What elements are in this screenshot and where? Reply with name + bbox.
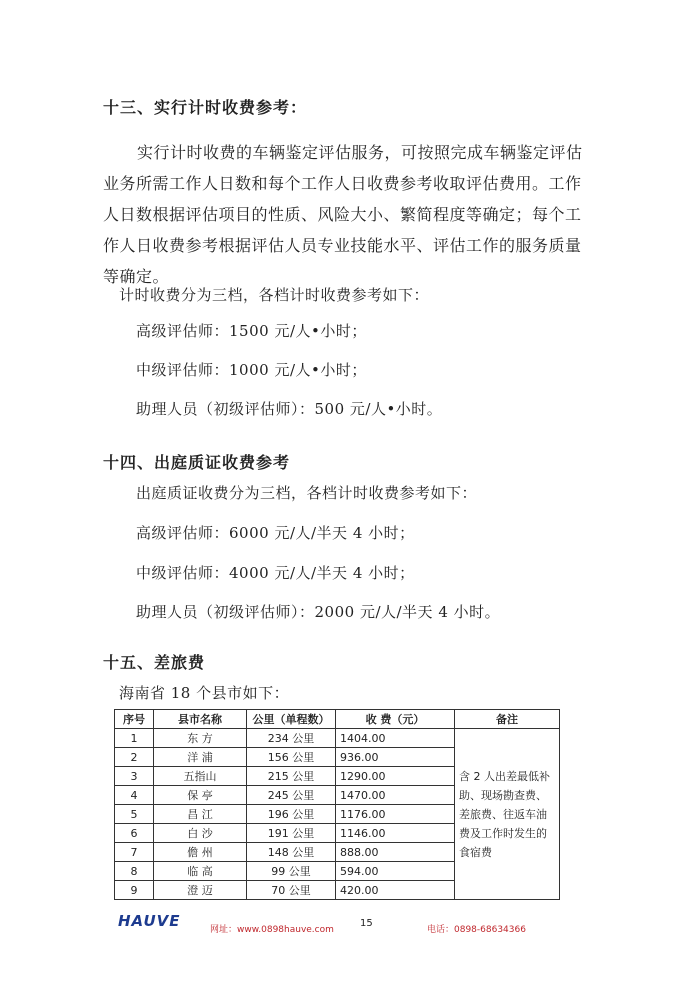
cell-distance: 196 公里 — [247, 805, 336, 824]
cell-fee: 594.00 — [336, 862, 455, 881]
cell-index: 6 — [115, 824, 154, 843]
section-14-item-senior: 高级评估师：6000 元/人/半天 4 小时； — [136, 524, 415, 542]
section-13-item-senior: 高级评估师：1500 元/人•小时； — [136, 322, 367, 340]
cell-index: 4 — [115, 786, 154, 805]
cell-distance: 215 公里 — [247, 767, 336, 786]
page-number: 15 — [360, 918, 373, 929]
cell-fee: 1470.00 — [336, 786, 455, 805]
cell-distance: 156 公里 — [247, 748, 336, 767]
cell-fee: 1176.00 — [336, 805, 455, 824]
cell-distance: 148 公里 — [247, 843, 336, 862]
section-13-paragraph — [103, 137, 593, 292]
footer-website: 网址：www.0898hauve.com — [210, 925, 334, 935]
cell-index: 9 — [115, 881, 154, 900]
cell-county: 洋 浦 — [154, 748, 247, 767]
cell-remark: 含 2 人出差最低补助、现场勘查费、差旅费、往返车油费及工作时发生的食宿费 — [455, 729, 560, 900]
cell-distance: 245 公里 — [247, 786, 336, 805]
travel-fee-table — [114, 709, 560, 900]
cell-distance: 70 公里 — [247, 881, 336, 900]
cell-county: 白 沙 — [154, 824, 247, 843]
cell-fee: 936.00 — [336, 748, 455, 767]
section-14-heading: 十四、出庭质证收费参考 — [103, 453, 291, 472]
cell-fee: 1404.00 — [336, 729, 455, 748]
section-14-intro: 出庭质证收费分为三档，各档计时收费参考如下： — [136, 484, 478, 502]
header-index: 序号 — [115, 710, 154, 729]
header-distance: 公里（单程数） — [247, 710, 336, 729]
cell-index: 8 — [115, 862, 154, 881]
page-footer — [0, 912, 700, 942]
section-15-intro: 海南省 18 个县市如下： — [119, 684, 290, 702]
cell-county: 东 方 — [154, 729, 247, 748]
section-13-paragraph-text: 实行计时收费的车辆鉴定评估服务，可按照完成车辆鉴定评估业务所需工作人日数和每个工作人日收费参考收取评估费用。工作人日数根据评估项目的性质、风险大小、繁简程度等确定；每个工作人日收费参考根据评估人员专业技能水平、评估工作的服务质量等确定。 — [103, 143, 583, 286]
section-14-item-assistant: 助理人员（初级评估师）：2000 元/人/半天 4 小时。 — [136, 603, 501, 621]
header-remark: 备注 — [455, 710, 560, 729]
cell-fee: 1290.00 — [336, 767, 455, 786]
hauve-logo: HAUVE — [118, 912, 181, 930]
cell-distance: 99 公里 — [247, 862, 336, 881]
cell-county: 五指山 — [154, 767, 247, 786]
cell-index: 7 — [115, 843, 154, 862]
table-row — [115, 729, 560, 748]
cell-county: 澄 迈 — [154, 881, 247, 900]
cell-distance: 191 公里 — [247, 824, 336, 843]
section-14-item-middle: 中级评估师：4000 元/人/半天 4 小时； — [136, 564, 415, 582]
cell-fee: 888.00 — [336, 843, 455, 862]
header-county: 县市名称 — [154, 710, 247, 729]
cell-fee: 420.00 — [336, 881, 455, 900]
section-13-item-assistant: 助理人员（初级评估师）：500 元/人•小时。 — [136, 400, 443, 418]
section-13-intro: 计时收费分为三档，各档计时收费参考如下： — [119, 286, 430, 304]
section-13-item-middle: 中级评估师：1000 元/人•小时； — [136, 361, 367, 379]
cell-county: 儋 州 — [154, 843, 247, 862]
cell-county: 昌 江 — [154, 805, 247, 824]
table-header-row — [115, 710, 560, 729]
cell-county: 保 亭 — [154, 786, 247, 805]
cell-index: 3 — [115, 767, 154, 786]
cell-index: 2 — [115, 748, 154, 767]
footer-phone: 电话：0898-68634366 — [427, 925, 526, 935]
cell-fee: 1146.00 — [336, 824, 455, 843]
cell-distance: 234 公里 — [247, 729, 336, 748]
header-fee: 收 费（元） — [336, 710, 455, 729]
cell-index: 1 — [115, 729, 154, 748]
section-13-heading: 十三、实行计时收费参考： — [103, 98, 308, 117]
cell-index: 5 — [115, 805, 154, 824]
cell-county: 临 高 — [154, 862, 247, 881]
section-15-heading: 十五、差旅费 — [103, 653, 206, 672]
